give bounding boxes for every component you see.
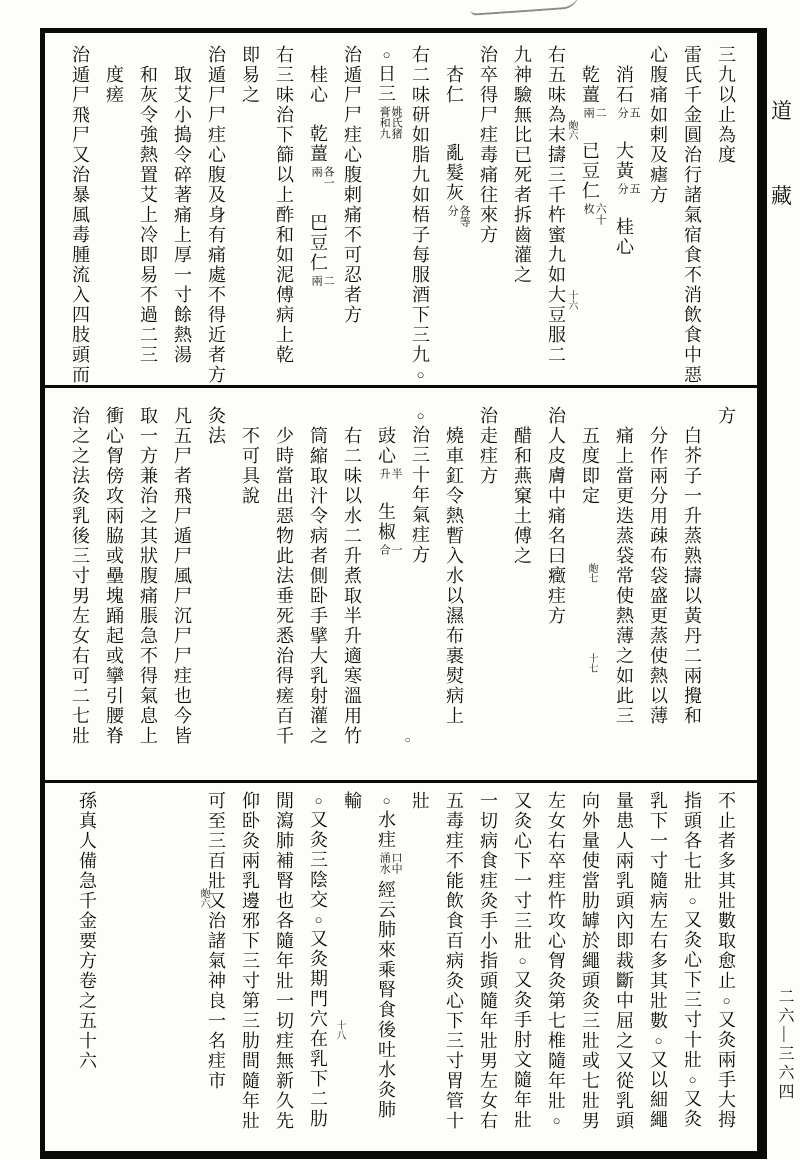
entry-separator-circle: ○: [685, 1072, 700, 1087]
text-column: [505, 45, 539, 385]
inline-annotation: 姚氏猪膏和九: [378, 106, 403, 139]
text-column: [233, 791, 267, 1138]
column-text: 度瘥: [104, 65, 124, 105]
gutter-note: ○: [402, 735, 413, 747]
spacer: [624, 122, 625, 141]
column-text: 豉心: [376, 426, 396, 466]
text-column: [369, 406, 403, 780]
register-middle: [45, 388, 757, 780]
text-column: [471, 791, 505, 1138]
inline-annotation: 一合: [378, 544, 403, 555]
collection-label-zang: 藏: [771, 184, 792, 208]
column-text: 量患人兩乳頭內即裁斷中屈之又從乳頭: [614, 791, 634, 1131]
text-column: [301, 791, 335, 1138]
text-column: [539, 406, 573, 780]
column-text: 閒瀉肺補腎也各隨年壯一切疰無新久先: [274, 791, 294, 1131]
column-text: 可至三百壯又治諸氣神良一名疰市: [206, 791, 226, 1091]
text-column: [131, 45, 165, 385]
column-text: 五度即定: [580, 426, 600, 506]
inline-annotation: 二兩: [310, 275, 335, 286]
text-column: [573, 791, 607, 1138]
column-text: 心腹痛如剌及瘧方: [648, 45, 668, 205]
text-column: [267, 406, 301, 780]
column-text: 仰卧灸兩乳邊邪下三寸第三肋間隨年壯: [240, 791, 260, 1131]
inline-annotation: 二兩: [582, 107, 607, 118]
text-column: [573, 406, 607, 780]
entry-separator-circle: ○: [413, 408, 428, 423]
register-top: [45, 33, 757, 385]
column-text: 大黃: [614, 141, 634, 181]
column-text: 方: [716, 406, 736, 426]
gutter-note: 皰六: [566, 119, 577, 140]
spacer: [454, 105, 455, 143]
text-column: [403, 406, 437, 780]
text-column: [471, 45, 505, 385]
column-text: 又灸兩手大拇: [716, 1010, 736, 1130]
text-column: [607, 791, 641, 1138]
column-text: 五毒疰不能飲食百病灸心下三寸胃管十: [444, 791, 464, 1131]
column-text: 九神驗無比已死者拆齒灌之: [512, 45, 532, 285]
column-text: 消石: [614, 65, 634, 105]
column-text: 取艾小搗令碎著痛上厚一寸餘熱湯: [172, 65, 192, 365]
text-column: [709, 406, 743, 780]
entry-separator-circle: ○: [719, 993, 734, 1008]
column-text: 和灰令強熱置艾上冷即易不過二三: [138, 65, 158, 365]
text-column: [165, 406, 199, 780]
spacer: [318, 105, 319, 124]
column-text: 右五味為末擣三千杵蜜九如大豆服二: [546, 45, 566, 365]
column-text: 凡五尸者飛尸遁尸風尸沉尸尸疰也今皆: [172, 406, 192, 746]
text-column: [675, 45, 709, 385]
inline-annotation: 半升: [378, 468, 403, 479]
column-text: 巴豆仁: [308, 213, 328, 273]
text-column: [709, 45, 743, 385]
column-text: 孫真人備急千金要方卷之五十六: [77, 791, 97, 1071]
column-text: 水疰: [376, 810, 396, 850]
column-text: 又灸心下三寸十壯: [682, 910, 702, 1070]
column-text: 治卒得尸疰毒痛往來方: [478, 45, 498, 245]
column-text: 醋和燕窠土傅之: [512, 426, 532, 566]
column-text: 分作兩分用疎布袋盛更蒸使熱以薄: [648, 426, 668, 726]
text-column: [471, 406, 505, 780]
gutter-note: 皰七: [586, 563, 597, 584]
text-column: [437, 45, 471, 385]
entry-separator-circle: ○: [311, 793, 326, 808]
column-text: 治遁尸飛尸又治暴風毒腫流入四肢頭而: [70, 45, 90, 385]
text-column: [437, 791, 471, 1138]
spacer: [624, 198, 625, 217]
column-text: 即易之: [240, 45, 260, 105]
column-text: 一切病食疰灸手小指頭隨年壯男左女右: [478, 791, 498, 1131]
text-column: [199, 406, 233, 780]
gutter-note: 皰六: [198, 888, 209, 909]
column-text: 取一方兼治之其狀腹痛脹急不得氣息上: [138, 406, 158, 746]
column-text: 又灸手肘文隨年壯: [512, 970, 532, 1130]
collection-label-dao: 道: [771, 99, 792, 123]
text-column: [267, 45, 301, 385]
text-column: [199, 791, 233, 1138]
column-text: 不止者多其壯數取愈止: [716, 791, 736, 991]
column-text: 生椒: [376, 502, 396, 542]
column-text: 桂心: [308, 65, 328, 105]
text-column: [505, 406, 539, 780]
inline-annotation: 各等分: [446, 205, 471, 227]
column-text: 桂心: [614, 217, 634, 257]
text-column: [641, 406, 675, 780]
entry-separator-circle: ○: [379, 793, 394, 808]
text-column: [369, 45, 403, 385]
column-text: 右二味以水二升煮取半升適寒溫用竹: [342, 426, 362, 746]
spacer: [386, 483, 387, 502]
text-column: [335, 406, 369, 780]
column-text: 日三: [376, 64, 396, 104]
column-text: 又以細繩: [648, 1050, 668, 1130]
text-column: [97, 406, 131, 780]
column-text: 治遁尸尸疰心腹剌痛不可忍者方: [342, 45, 362, 325]
column-text: 指頭各七壯: [682, 791, 702, 891]
column-text: 又灸三陰交: [308, 810, 328, 910]
text-column: [709, 791, 743, 1138]
colophon-column: [70, 791, 104, 1138]
spacer: [318, 194, 319, 213]
text-column: [335, 791, 403, 1138]
register-bottom: [45, 783, 757, 1138]
column-text: 灸法: [206, 406, 226, 446]
text-column: [437, 406, 471, 780]
column-text: 不可具說: [240, 426, 260, 506]
inline-annotation: 口中涌水: [378, 852, 403, 874]
column-text: 右二味研如脂九如梧子每服酒下三九: [410, 45, 430, 365]
text-column: [573, 45, 607, 385]
text-column: [165, 45, 199, 385]
entry-separator-circle: ○: [549, 1113, 564, 1128]
page-number: 二六—三六四: [776, 988, 793, 1102]
column-text: 杏仁: [444, 65, 464, 105]
column-text: 燒車釭令熱暫入水以濕布裹熨病上: [444, 426, 464, 726]
text-column: [301, 45, 335, 385]
column-text: 白芥子一升蒸熟擣以黃丹二兩攪和: [682, 426, 702, 726]
column-text: 少時當出惡物此法垂死悉治得瘥百千: [274, 426, 294, 746]
column-text: 亂髮灰: [444, 143, 464, 203]
text-column: [199, 45, 233, 385]
inline-annotation: 各一兩: [310, 166, 335, 188]
inline-annotation: 五分: [616, 107, 641, 118]
text-column: [539, 791, 573, 1138]
entry-separator-circle: ○: [379, 47, 394, 62]
text-column: [233, 45, 267, 385]
column-text: 右三味治下篩以上酢和如泥傅病上乾: [274, 45, 294, 365]
inline-annotation: 五分: [616, 183, 641, 194]
text-column: [131, 406, 165, 780]
gutter-note: 十七: [586, 652, 597, 673]
entry-separator-circle: ○: [685, 893, 700, 908]
text-column: [403, 45, 437, 385]
column-text: 治人皮膚中痛名曰癥疰方: [546, 406, 566, 626]
entry-separator-circle: ○: [413, 367, 428, 382]
gutter-note: 十八: [334, 1020, 345, 1041]
gutter-note: 十六: [566, 289, 577, 310]
text-column: [505, 791, 539, 1138]
column-text: 痛上當更迭蒸袋常使熱薄之如此三: [614, 426, 634, 726]
text-block-frame: [40, 28, 767, 1159]
text-column: [63, 45, 97, 385]
column-text: 三九以止為度: [716, 45, 736, 165]
text-column: [301, 406, 335, 780]
text-column: [267, 791, 301, 1138]
column-text: 治走疰方: [478, 406, 498, 486]
entry-separator-circle: ○: [651, 1033, 666, 1048]
text-column: [539, 45, 577, 385]
text-column: [675, 791, 709, 1138]
text-column: [675, 406, 709, 780]
text-column: [97, 45, 131, 385]
column-text: 乳下一寸隨病左右多其壯數: [648, 791, 668, 1031]
text-column: [403, 791, 437, 1138]
column-text: 壯: [410, 791, 430, 811]
text-column: [63, 406, 97, 780]
column-text: 雷氏千金圓治行諸氣宿食不消飲食中惡: [682, 45, 702, 385]
column-text: 治之之法灸乳後三寸男左女右可二七壯: [70, 406, 90, 746]
column-text: 向外量使當肋罅於繩頭灸三壯或七壯男: [580, 791, 600, 1131]
column-text: 治三十年氣疰方: [410, 425, 430, 565]
column-text: 乾薑: [308, 124, 328, 164]
column-text: 左女右卒疰忤攻心胷灸第七椎隨年壯: [546, 791, 566, 1111]
entry-separator-circle: ○: [311, 912, 326, 927]
column-text: 經云肺來乘腎食後吐水灸肺輸: [342, 791, 396, 1120]
column-text: 治遁尸尸疰心腹及身有痛處不得近者方: [206, 45, 226, 385]
text-column: [335, 45, 369, 385]
page-curl-artifact: [470, 0, 581, 16]
text-column: [641, 45, 675, 385]
column-text: 又灸心下一寸三壯: [512, 791, 532, 951]
column-text: 筒縮取汁令病者側卧手擘大乳射灌之: [308, 426, 328, 746]
text-column: [607, 406, 641, 780]
text-column: [233, 406, 267, 780]
column-text: 又灸期門穴在乳下二肋: [308, 929, 328, 1129]
column-text: 已豆仁: [580, 141, 600, 201]
entry-separator-circle: ○: [515, 953, 530, 968]
text-column: [641, 791, 675, 1138]
column-text: 衝心胷傍攻兩脇或壘塊踊起或攣引腰脊: [104, 406, 124, 746]
column-text: 乾薑: [580, 65, 600, 105]
text-column: [607, 45, 641, 385]
inline-annotation: 六十枚: [582, 203, 607, 225]
spacer: [590, 122, 591, 141]
column-text: 又灸: [682, 1089, 702, 1129]
